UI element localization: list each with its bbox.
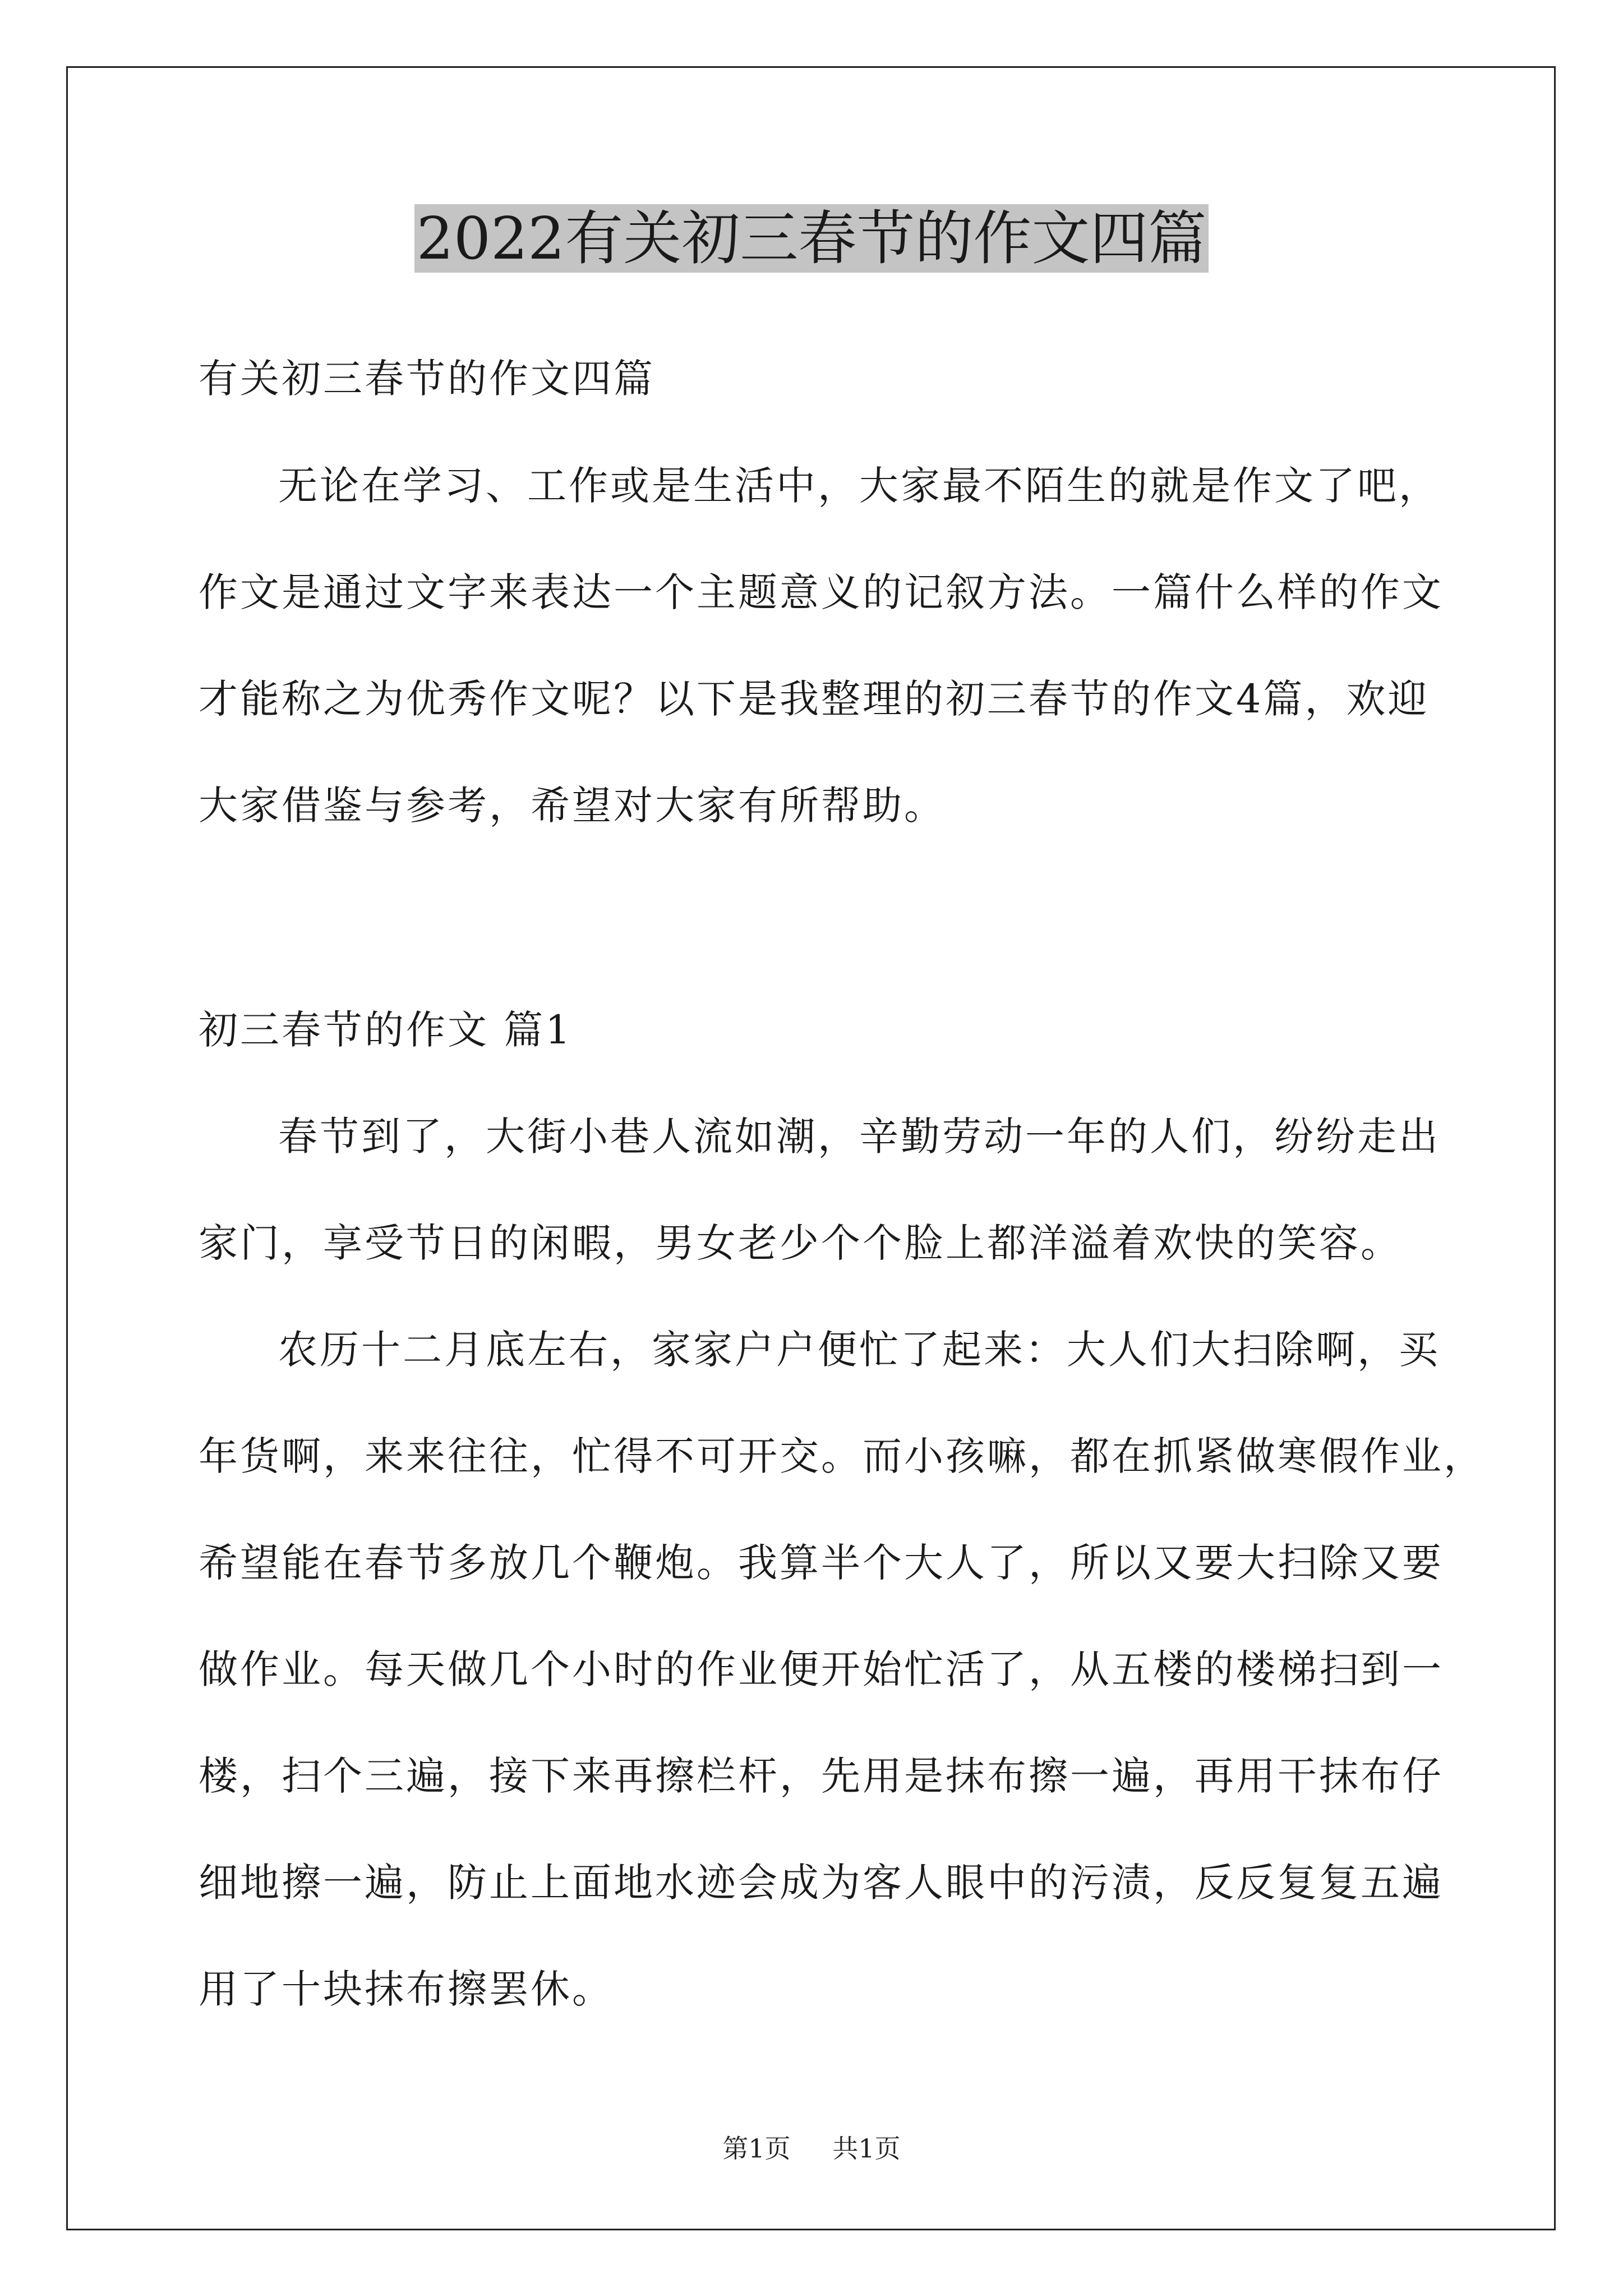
page-total: 共1页 [832, 2133, 901, 2164]
title-text: 2022有关初三春节的作文四篇 [414, 204, 1209, 273]
section-heading: 初三春节的作文 篇1 [199, 1007, 573, 1053]
paragraph-line: 做作业。每天做几个小时的作业便开始忙活了，从五楼的楼梯扫到一 [199, 1646, 1444, 1692]
intro-line: 无论在学习、工作或是生活中，大家最不陌生的就是作文了吧， [278, 463, 1440, 509]
page-footer [0, 2132, 1623, 2165]
paragraph-line: 家门，享受节日的闲暇，男女老少个个脸上都洋溢着欢快的笑容。 [199, 1220, 1402, 1266]
paragraph-line: 年货啊，来来往往，忙得不可开交。而小孩嘛，都在抓紧做寒假作业， [199, 1433, 1485, 1479]
intro-line: 作文是通过文字来表达一个主题意义的记叙方法。一篇什么样的作文 [199, 569, 1444, 615]
paragraph-line: 春节到了，大街小巷人流如潮，辛勤劳动一年的人们，纷纷走出 [278, 1114, 1440, 1159]
paragraph-line: 楼，扫个三遍，接下来再擦栏杆，先用是抹布擦一遍，再用干抹布仔 [199, 1753, 1444, 1799]
paragraph-line: 农历十二月底左右，家家户户便忙了起来：大人们大扫除啊，买 [278, 1327, 1440, 1373]
intro-line: 大家借鉴与参考，希望对大家有所帮助。 [199, 783, 946, 829]
subtitle: 有关初三春节的作文四篇 [199, 356, 655, 402]
intro-line: 才能称之为优秀作文呢？以下是我整理的初三春节的作文4篇，欢迎 [199, 676, 1430, 722]
paragraph-line: 细地擦一遍，防止上面地水迹会成为客人眼中的污渍，反反复复五遍 [199, 1860, 1444, 1906]
document-title [0, 199, 1623, 278]
paragraph-line: 用了十块抹布擦罢休。 [199, 1966, 614, 2012]
page-number: 第1页 [722, 2133, 791, 2164]
paragraph-line: 希望能在春节多放几个鞭炮。我算半个大人了，所以又要大扫除又要 [199, 1540, 1444, 1586]
